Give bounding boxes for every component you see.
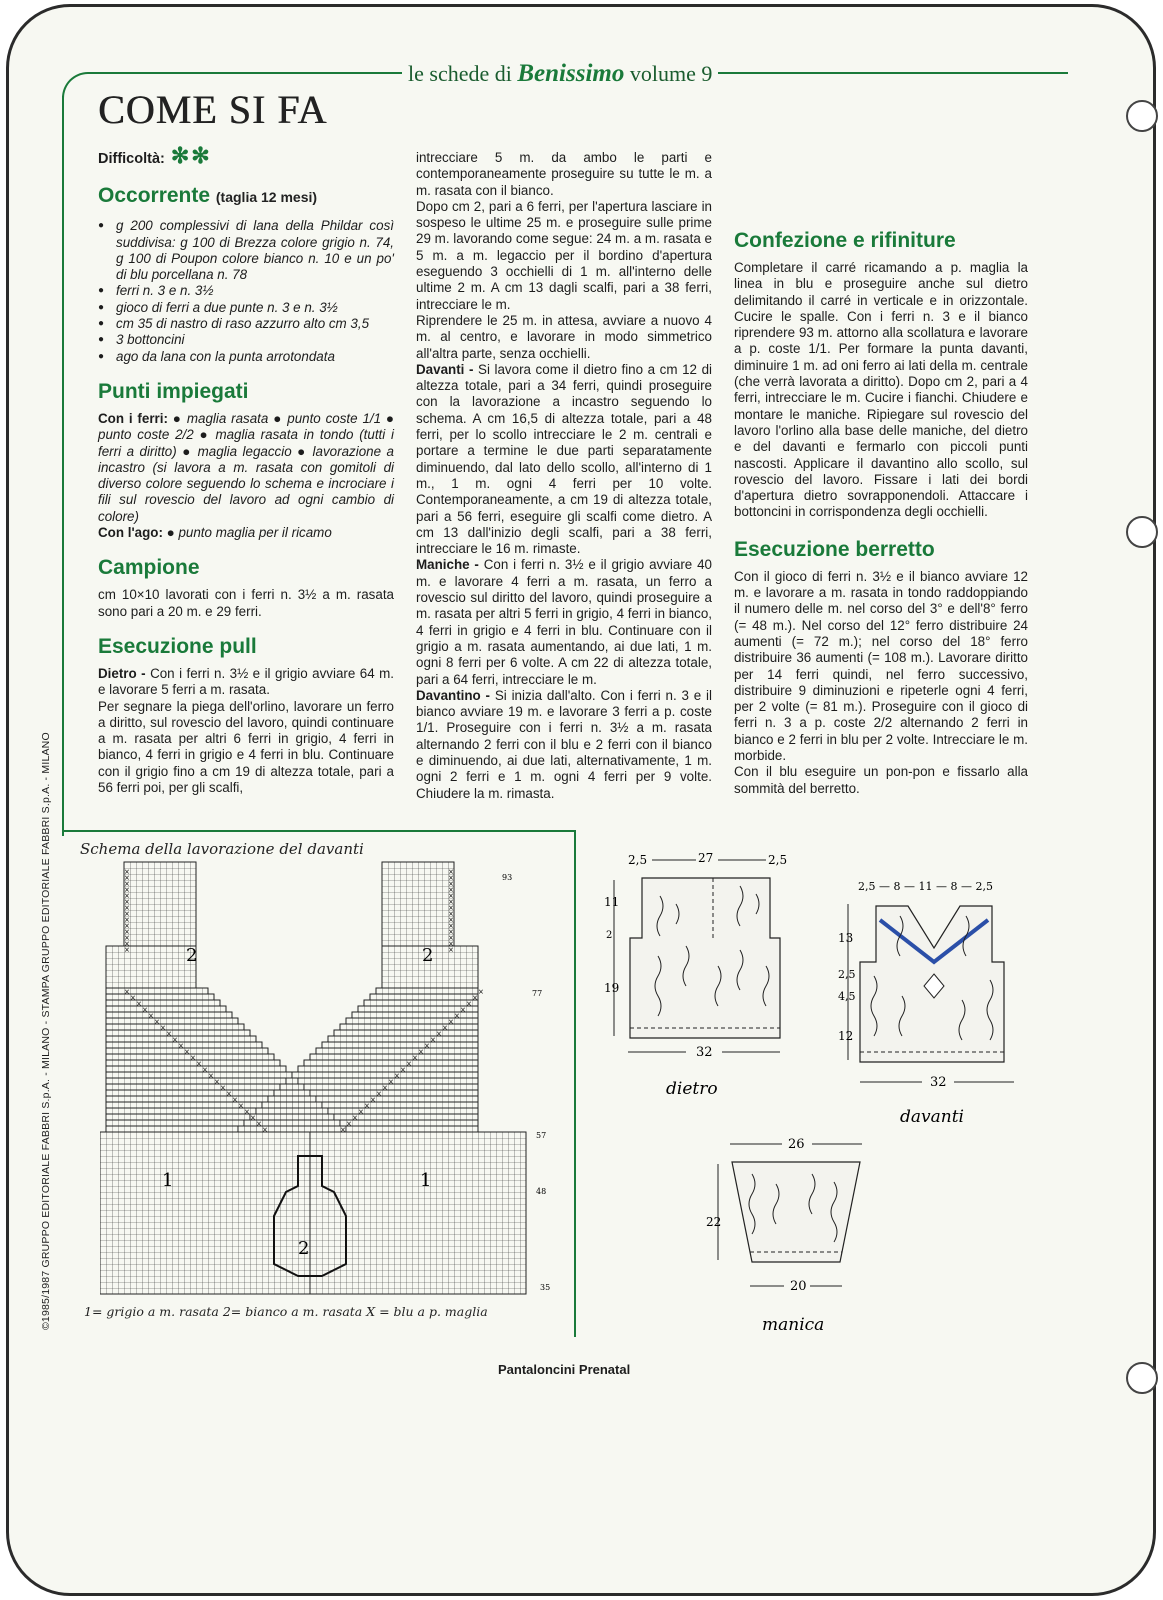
chart-row-right [250, 1114, 478, 1120]
chart-x-stitch: × [124, 946, 130, 954]
chart-x-stitch: × [124, 892, 130, 900]
dim-top-right: 2,5 [768, 853, 788, 867]
page-title: COME SI FA [98, 87, 328, 132]
dietro-text-2: Per segnare la piega dell'orlino, lavorare un ferro a diritto, sul rovescio del lavoro, quindi continuare a m. rasata per altri 6 ferri in grigio, 4 ferri in bianco, 4 ferri in grigio e 4 ferri in blu. Continuare con il grigio fino a cm 19 di altezza totale, pari a 56 ferri poi, per gli scalfi, [98, 698, 394, 796]
list-item: ● 3 bottoncini [98, 332, 394, 348]
chart-x-stitch: × [448, 868, 454, 876]
copyright-notice: ©1985/1987 GRUPPO EDITORIALE FABBRI S.p.A. - MILANO - STAMPA GRUPPO EDITORIALE FABBRI S.p.A. - MILANO [40, 732, 52, 1330]
dim-top-mid: 27 [698, 851, 714, 865]
label-dietro: dietro [666, 1079, 718, 1099]
dim-h1: 11 [604, 895, 620, 909]
davanti-text: Davanti - Si lavora come il dietro fino a cm 12 di altezza totale, pari a 34 ferri, quindi proseguire con la lavorazione a incastro seguendo lo schema. A cm 16,5 di altezza totale, pari a 48 ferri, per lo scollo intrecciare le 2 m. centrali e portare a termine le due parti separatamente diminuendo, dal lato dello scollo, all'interno di 1 m., 1 m. ogni 4 ferri per 10 volte. Contemporaneamente, a cm 19 di altezza totale, pari a 56 ferri, eseguire gli scalfi come dietro. A cm 13 dall'inizio degli scalfi, pari a 38 ferri, intrecciare le 16 m. rimaste. [416, 361, 712, 557]
berretto-text: Con il gioco di ferri n. 3½ e il bianco avviare 12 m. e lavorare a m. rasata in tondo raddoppiando il numero delle m. nel corso del 3° e dell'8° ferro (= 48 m.). Nel corso del 12° ferro distribuire 24 aumenti (= 72 m.); nel corso del 18° ferro distribuire 36 aumenti (= 108 m.). Lavorare diritto per 14 ferri quindi, nel ferro successivo, distribuire 9 diminuzioni e ripeterle ogni 4 ferri, per 2 volte (= 81 m.). Proseguire con il gioco di ferri n. 3 a p. coste 2/2 alternando 2 ferri in bianco e 2 ferri in blu per 2 volte. Intrecciare le m. morbide. [734, 568, 1028, 764]
chart-x-stitch: × [406, 1060, 412, 1068]
zone-label-2: 2 [422, 945, 434, 966]
row-label-77: 77 [532, 989, 543, 998]
chart-x-stitch: × [250, 1114, 256, 1122]
chart-x-stitch: × [472, 994, 478, 1002]
punti-ago: Con l'ago: ● punto maglia per il ricamo [98, 525, 332, 541]
chart-x-stitch: × [238, 1102, 244, 1110]
dim-h4: 12 [838, 1029, 854, 1043]
chart-x-stitch: × [340, 1126, 346, 1134]
chart-x-stitch: × [262, 1126, 268, 1134]
chart-x-stitch: × [130, 994, 136, 1002]
label-manica: manica [762, 1315, 825, 1335]
maniche-text: Maniche - Con i ferri n. 3½ e il grigio avviare 40 m. e lavorare 4 ferri a m. rasata, un ferro a rovescio sul diritto del lavoro, quindi proseguire a m. rasata per altri 5 ferri in grigio, 4 ferri in bianco, 4 ferri in grigio e 4 ferri in blu. Continuare con il grigio a m. rasata aumentando, ai due lati, 1 m. ogni 8 ferri per 6 volte. A cm 22 di altezza totale, pari a 64 ferri, intrecciare le m. [416, 557, 712, 687]
col2-p2: Dopo cm 2, pari a 6 ferri, per l'apertura lasciare in sospeso le ultime 25 m. e proseguire sulle prime 29 m. lavorando come segue: 24 m. a m. rasata e 5 m. a m. legaccio per il bordino d'apertura eseguendo 3 occhielli di 1 m. all'interno delle ultime 2 m. A cm 13 dagli scalfi, pari a 38 ferri, intrecciare le m. [416, 198, 712, 312]
campione-text: cm 10×10 lavorati con i ferri n. 3½ a m. rasata sono pari a 20 m. e 29 ferri. [98, 587, 394, 619]
row-label-93: 93 [502, 873, 513, 882]
section-campione: Campione [98, 556, 200, 580]
chart-x-stitch: × [124, 940, 130, 948]
chart-x-stitch: × [190, 1054, 196, 1062]
chart-x-stitch: × [448, 886, 454, 894]
chart-row-right [292, 1072, 478, 1078]
section-punti: Punti impiegati [98, 379, 249, 403]
difficulty: Difficoltà: ✻✻ [98, 143, 212, 168]
chart-x-stitch: × [166, 1030, 172, 1038]
chart-x-stitch: × [454, 1012, 460, 1020]
chart-armhole-left [106, 946, 196, 988]
dim-top: 26 [788, 1137, 805, 1152]
chart-x-stitch: × [352, 1114, 358, 1122]
chart-x-stitch: × [448, 928, 454, 936]
dim-width: 32 [930, 1075, 947, 1090]
chart-row-right [376, 988, 478, 994]
schema-legend: 1= grigio a m. rasata 2= bianco a m. rasata X = blu a p. maglia [84, 1304, 488, 1319]
chart-x-stitch: × [412, 1054, 418, 1062]
chart-row-left [106, 994, 214, 1000]
chart-row-right [304, 1060, 478, 1066]
chart-x-stitch: × [214, 1078, 220, 1086]
chart-x-stitch: × [382, 1084, 388, 1092]
chart-x-stitch: × [124, 910, 130, 918]
chart-x-stitch: × [448, 874, 454, 882]
materials-list [98, 218, 394, 365]
chart-row-right [238, 1126, 478, 1132]
section-occorrente: Occorrente (taglia 12 mesi) [98, 184, 318, 208]
chart-x-stitch: × [124, 916, 130, 924]
chart-x-stitch: × [184, 1048, 190, 1056]
column-3 [734, 228, 1028, 797]
chart-row-left [106, 1018, 238, 1024]
frame-left-line [62, 96, 64, 836]
dim-bottom: 20 [790, 1279, 807, 1294]
chart-x-stitch: × [160, 1024, 166, 1032]
dim-top-left: 2,5 [628, 853, 648, 867]
section-pull: Esecuzione pull [98, 634, 257, 658]
zone-label-1: 1 [420, 1170, 432, 1191]
chart-x-stitch: × [388, 1078, 394, 1086]
dim-h1: 13 [838, 931, 854, 945]
chart-x-stitch: × [358, 1108, 364, 1116]
chart-x-stitch: × [124, 874, 130, 882]
col2-p3: Riprendere le 25 m. in attesa, avviare a nuovo 4 m. al centro, e lavorare in modo simmetrico all'altra parte, senza occhielli. [416, 312, 712, 361]
chart-row-right [244, 1120, 478, 1126]
zone-label-1: 1 [162, 1170, 174, 1191]
chart-row-left [106, 1072, 292, 1078]
chart-x-stitch: × [172, 1036, 178, 1044]
diagram-dietro [600, 846, 810, 1106]
chart-row-left [106, 1024, 244, 1030]
diagram-manica [700, 1130, 900, 1350]
chart-x-stitch: × [202, 1066, 208, 1074]
list-item: ● ferri n. 3 e n. 3½ [98, 283, 394, 299]
chart-x-stitch: × [448, 946, 454, 954]
chart-row-right [322, 1042, 478, 1048]
chart-x-stitch: × [220, 1084, 226, 1092]
chart-x-stitch: × [400, 1066, 406, 1074]
chart-x-stitch: × [124, 880, 130, 888]
col2-p1: intrecciare 5 m. da ambo le parti e contemporaneamente proseguire su tutte le m. a m. rasata con il bianco. [416, 150, 712, 198]
chart-x-stitch: × [142, 1006, 148, 1014]
chart-x-stitch: × [256, 1120, 262, 1128]
label-davanti: davanti [900, 1107, 964, 1127]
chart-x-stitch: × [208, 1072, 214, 1080]
dim-top: 2,5 — 8 — 11 — 8 — 2,5 [858, 880, 993, 893]
chart-x-stitch: × [124, 904, 130, 912]
chart-shoulder-right [382, 862, 454, 946]
chart-x-stitch: × [448, 940, 454, 948]
chart-x-stitch: × [478, 988, 484, 996]
chart-x-stitch: × [124, 868, 130, 876]
knitting-chart [100, 856, 550, 1296]
dim-width: 32 [696, 1045, 713, 1060]
chart-x-stitch: × [154, 1018, 160, 1026]
chart-x-stitch: × [124, 922, 130, 930]
list-item: ● g 200 complessivi di lana della Phildar così suddivisa: g 100 di Brezza colore grigio n. 74, g 100 di Poupon colore bianco n. 10 e un po' di blu porcellana n. 78 [98, 218, 394, 283]
chart-x-stitch: × [424, 1042, 430, 1050]
chart-row-left [106, 1012, 232, 1018]
column-2 [416, 150, 712, 802]
dietro-text: Dietro - Con i ferri n. 3½ e il grigio avviare 64 m. e lavorare 5 ferri a m. rasata. [98, 665, 394, 698]
dietro-shape [630, 878, 780, 1038]
chart-x-stitch: × [448, 910, 454, 918]
column-1 [98, 143, 394, 796]
chart-x-stitch: × [136, 1000, 142, 1008]
chart-row-right [328, 1036, 478, 1042]
chart-x-stitch: × [346, 1120, 352, 1128]
series-title: le schede di Benissimo volume 9 [402, 60, 718, 88]
chart-x-stitch: × [442, 1024, 448, 1032]
chart-body-right [310, 1132, 526, 1294]
chart-x-stitch: × [448, 898, 454, 906]
chart-row-right [298, 1066, 478, 1072]
chart-x-stitch: × [460, 1006, 466, 1014]
list-item: ● cm 35 di nastro di raso azzurro alto cm 3,5 [98, 316, 394, 332]
punti-ferri: Con i ferri: ● maglia rasata ● punto coste 1/1 ● punto coste 2/2 ● maglia rasata in tondo (tutti i ferri a diritto) ● maglia legaccio ● lavorazione a incastro (si lavora a m. rasata con gomitoli di diverso colore seguendo lo schema e incrociare i fili sul rovescio del lavoro ad ogni cambio di colore) [98, 410, 394, 524]
chart-x-stitch: × [124, 988, 130, 996]
diagram-davanti [830, 876, 1030, 1136]
list-item: ● ago da lana con la punta arrotondata [98, 349, 394, 365]
binder-hole-top [1126, 100, 1158, 132]
chart-row-left [106, 1006, 226, 1012]
dim-h3: 19 [604, 981, 620, 995]
row-label-35: 35 [540, 1283, 550, 1292]
row-label-57: 57 [536, 1131, 547, 1140]
chart-x-stitch: × [226, 1090, 232, 1098]
chart-x-stitch: × [448, 1018, 454, 1026]
chart-x-stitch: × [178, 1042, 184, 1050]
footer-caption: Pantaloncini Prenatal [498, 1362, 631, 1377]
chart-row-right [316, 1048, 478, 1054]
chart-x-stitch: × [124, 898, 130, 906]
chart-row-right [334, 1030, 478, 1036]
chart-x-stitch: × [466, 1000, 472, 1008]
chart-x-stitch: × [124, 928, 130, 936]
chart-body-left [100, 1132, 310, 1294]
chart-row-left [106, 988, 208, 994]
berretto-text-2: Con il blu eseguire un pon-pon e fissarlo alla sommità del berretto. [734, 764, 1028, 796]
chart-x-stitch: × [124, 886, 130, 894]
chart-row-right [370, 994, 478, 1000]
section-berretto: Esecuzione berretto [734, 537, 935, 561]
chart-x-stitch: × [376, 1090, 382, 1098]
chart-x-stitch: × [436, 1030, 442, 1038]
chart-x-stitch: × [244, 1108, 250, 1116]
confezione-text: Completare il carré ricamando a p. maglia la linea in blu e proseguire anche sul dietro delimitando il carré in verticale e in orizzontale. Cucire le spalle. Con i ferri n. 3 e il bianco riprendere 93 m. attorno alla scollatura e lavorare a p. coste 1/1. Per formare la punta davanti, diminuire 1 m. ad oni ferro ai lati della m. centrale (che verrà lavorata a diritto). Dopo cm 2, pari a 4 ferri, intrecciare le m. Cucire i fianchi. Chiudere e montare le maniche. Ripiegare sul rovescio del lavoro l'orlino alla base delle maniche, del dietro e del davanti e fermarlo con piccoli punti nascosti. Applicare il davantino allo scollo, sul rovescio del lavoro. Fissare i lati dei bordi d'apertura dietro sovrapponendoli. Attaccare i bottoncini in corrispondenza degli occhielli. [734, 260, 1028, 520]
list-item: ● gioco di ferri a due punte n. 3 e n. 3½ [98, 300, 394, 316]
schema-title: Schema della lavorazione del davanti [80, 840, 364, 858]
binder-hole-middle [1126, 516, 1158, 548]
chart-x-stitch: × [418, 1048, 424, 1056]
chart-row-left [106, 1000, 220, 1006]
chart-row-left [106, 1078, 298, 1084]
dim-h3: 4,5 [838, 990, 856, 1003]
chart-x-stitch: × [448, 934, 454, 942]
zone-label-2: 2 [298, 1238, 310, 1259]
davantino-text: Davantino - Si inizia dall'alto. Con i ferri n. 3 e il bianco avviare 19 m. e lavorare 3 ferri a p. coste 1/1. Proseguire con i ferri n. 3½ a m. rasata alternando 2 ferri con il blu e 2 ferri con il bianco e diminuendo, ai due lati, alternativamente, 1 m. ogni 2 ferri e 1 m. ogni 4 ferri per 9 volte. Chiudere la m. rimasta. [416, 687, 712, 801]
row-label-48: 48 [536, 1187, 547, 1196]
chart-row-left [106, 1030, 250, 1036]
chart-shoulder-left [124, 862, 196, 946]
chart-x-stitch: × [448, 922, 454, 930]
chart-x-stitch: × [364, 1102, 370, 1110]
dim-h2: 2,5 [838, 968, 856, 981]
dim-h2: 2 [606, 930, 613, 941]
chart-x-stitch: × [448, 892, 454, 900]
chart-x-stitch: × [124, 934, 130, 942]
chart-row-right [340, 1024, 478, 1030]
series-brand: Benissimo [517, 60, 625, 87]
difficulty-stars-icon: ✻✻ [170, 143, 212, 168]
section-confezione: Confezione e rifiniture [734, 229, 956, 252]
chart-x-stitch: × [448, 880, 454, 888]
chart-x-stitch: × [148, 1012, 154, 1020]
chart-x-stitch: × [232, 1096, 238, 1104]
chart-x-stitch: × [448, 904, 454, 912]
chart-row-right [310, 1054, 478, 1060]
chart-x-stitch: × [394, 1072, 400, 1080]
chart-row-left [106, 1084, 304, 1090]
dim-height: 22 [706, 1215, 722, 1229]
binder-hole-bottom [1126, 1362, 1158, 1394]
chart-x-stitch: × [448, 916, 454, 924]
chart-x-stitch: × [196, 1060, 202, 1068]
zone-label-2: 2 [186, 945, 198, 966]
chart-x-stitch: × [370, 1096, 376, 1104]
chart-x-stitch: × [430, 1036, 436, 1044]
